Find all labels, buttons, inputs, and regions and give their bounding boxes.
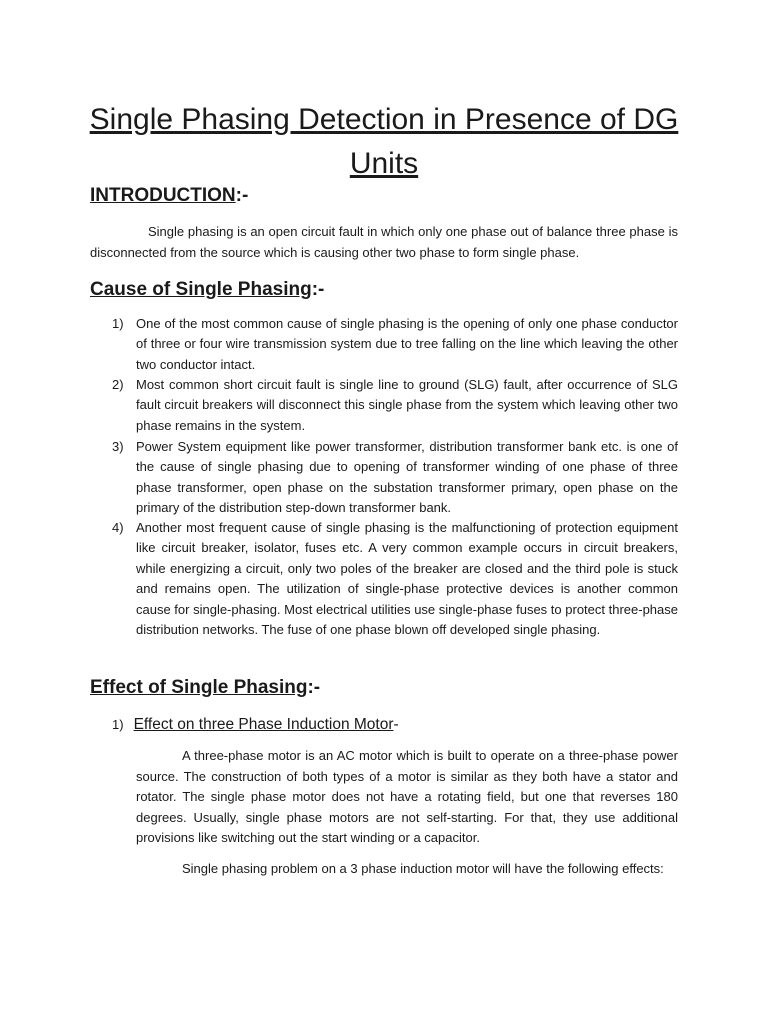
cause-heading-suffix: :- xyxy=(311,279,325,300)
effect-paragraph-2: Single phasing problem on a 3 phase induction motor will have the following effects: xyxy=(182,861,664,876)
list-item-number: 2) xyxy=(112,377,124,392)
introduction-paragraph: Single phasing is an open circuit fault in which only one phase out of balance three phase is disconnected from the source which is causing other two phase to form single phase. xyxy=(90,224,678,260)
effect-subheading xyxy=(112,715,399,735)
introduction-heading xyxy=(90,184,248,208)
list-item-number: 1) xyxy=(112,316,124,331)
effect-heading xyxy=(90,676,320,700)
cause-heading-text: Cause of Single Phasing xyxy=(90,279,312,300)
cause-heading xyxy=(90,278,324,302)
list-item xyxy=(90,518,678,640)
list-item-text: One of the most common cause of single phasing is the opening of only one phase conductor of three or four wire transmission system due to tree falling on the line which leaving the other two conductor intact. xyxy=(136,316,678,372)
effect-heading-text: Effect of Single Phasing xyxy=(90,677,308,698)
list-item xyxy=(90,375,678,436)
list-item-text: Most common short circuit fault is single line to ground (SLG) fault, after occurrence of SLG fault circuit breakers will disconnect this single phase from the system which leaving other two phase remains in the system. xyxy=(136,377,678,433)
effect-heading-suffix: :- xyxy=(307,677,321,698)
page-title: Single Phasing Detection in Presence of DG Units xyxy=(89,103,679,180)
list-item xyxy=(90,314,678,375)
effect-paragraph-1: A three-phase motor is an AC motor which is built to operate on a three-phase power source. The construction of both types of a motor is similar as they both have a stator and rotator. The single phase motor does not have a rotating field, but one that reverses 180 degrees. Usually, single phase motors are not self-starting. For that, they use additional provisions like switching out the start winding or a capacitor. xyxy=(136,748,678,845)
list-item-text: Power System equipment like power transformer, distribution transformer bank etc. is one of the cause of single phasing due to opening of transformer winding of one phase of three phase transformer, open phase on the substation transformer primary, open phase on the primary of the distribution step-down transformer bank. xyxy=(136,439,678,516)
introduction-heading-text: INTRODUCTION xyxy=(90,185,236,206)
list-item-number: 4) xyxy=(112,520,124,535)
introduction-heading-suffix: :- xyxy=(235,185,249,206)
list-item-number: 3) xyxy=(112,439,124,454)
subheading-number: 1) xyxy=(112,717,124,732)
list-item xyxy=(90,437,678,519)
list-item-text: Another most frequent cause of single phasing is the malfunctioning of protection equipment like circuit breaker, isolator, fuses etc. A very common example occurs in circuit breakers, while energizing a circuit, only two poles of the breaker are closed and the third pole is stuck and remains open. The utilization of single-phase protective devices is another common cause for single-phasing. Most electrical utilities use single-phase fuses to protect three-phase distribution networks. The fuse of one phase blown off developed single phasing. xyxy=(136,520,678,638)
subheading-text: Effect on three Phase Induction Motor xyxy=(133,716,394,733)
subheading-suffix: - xyxy=(393,716,399,733)
